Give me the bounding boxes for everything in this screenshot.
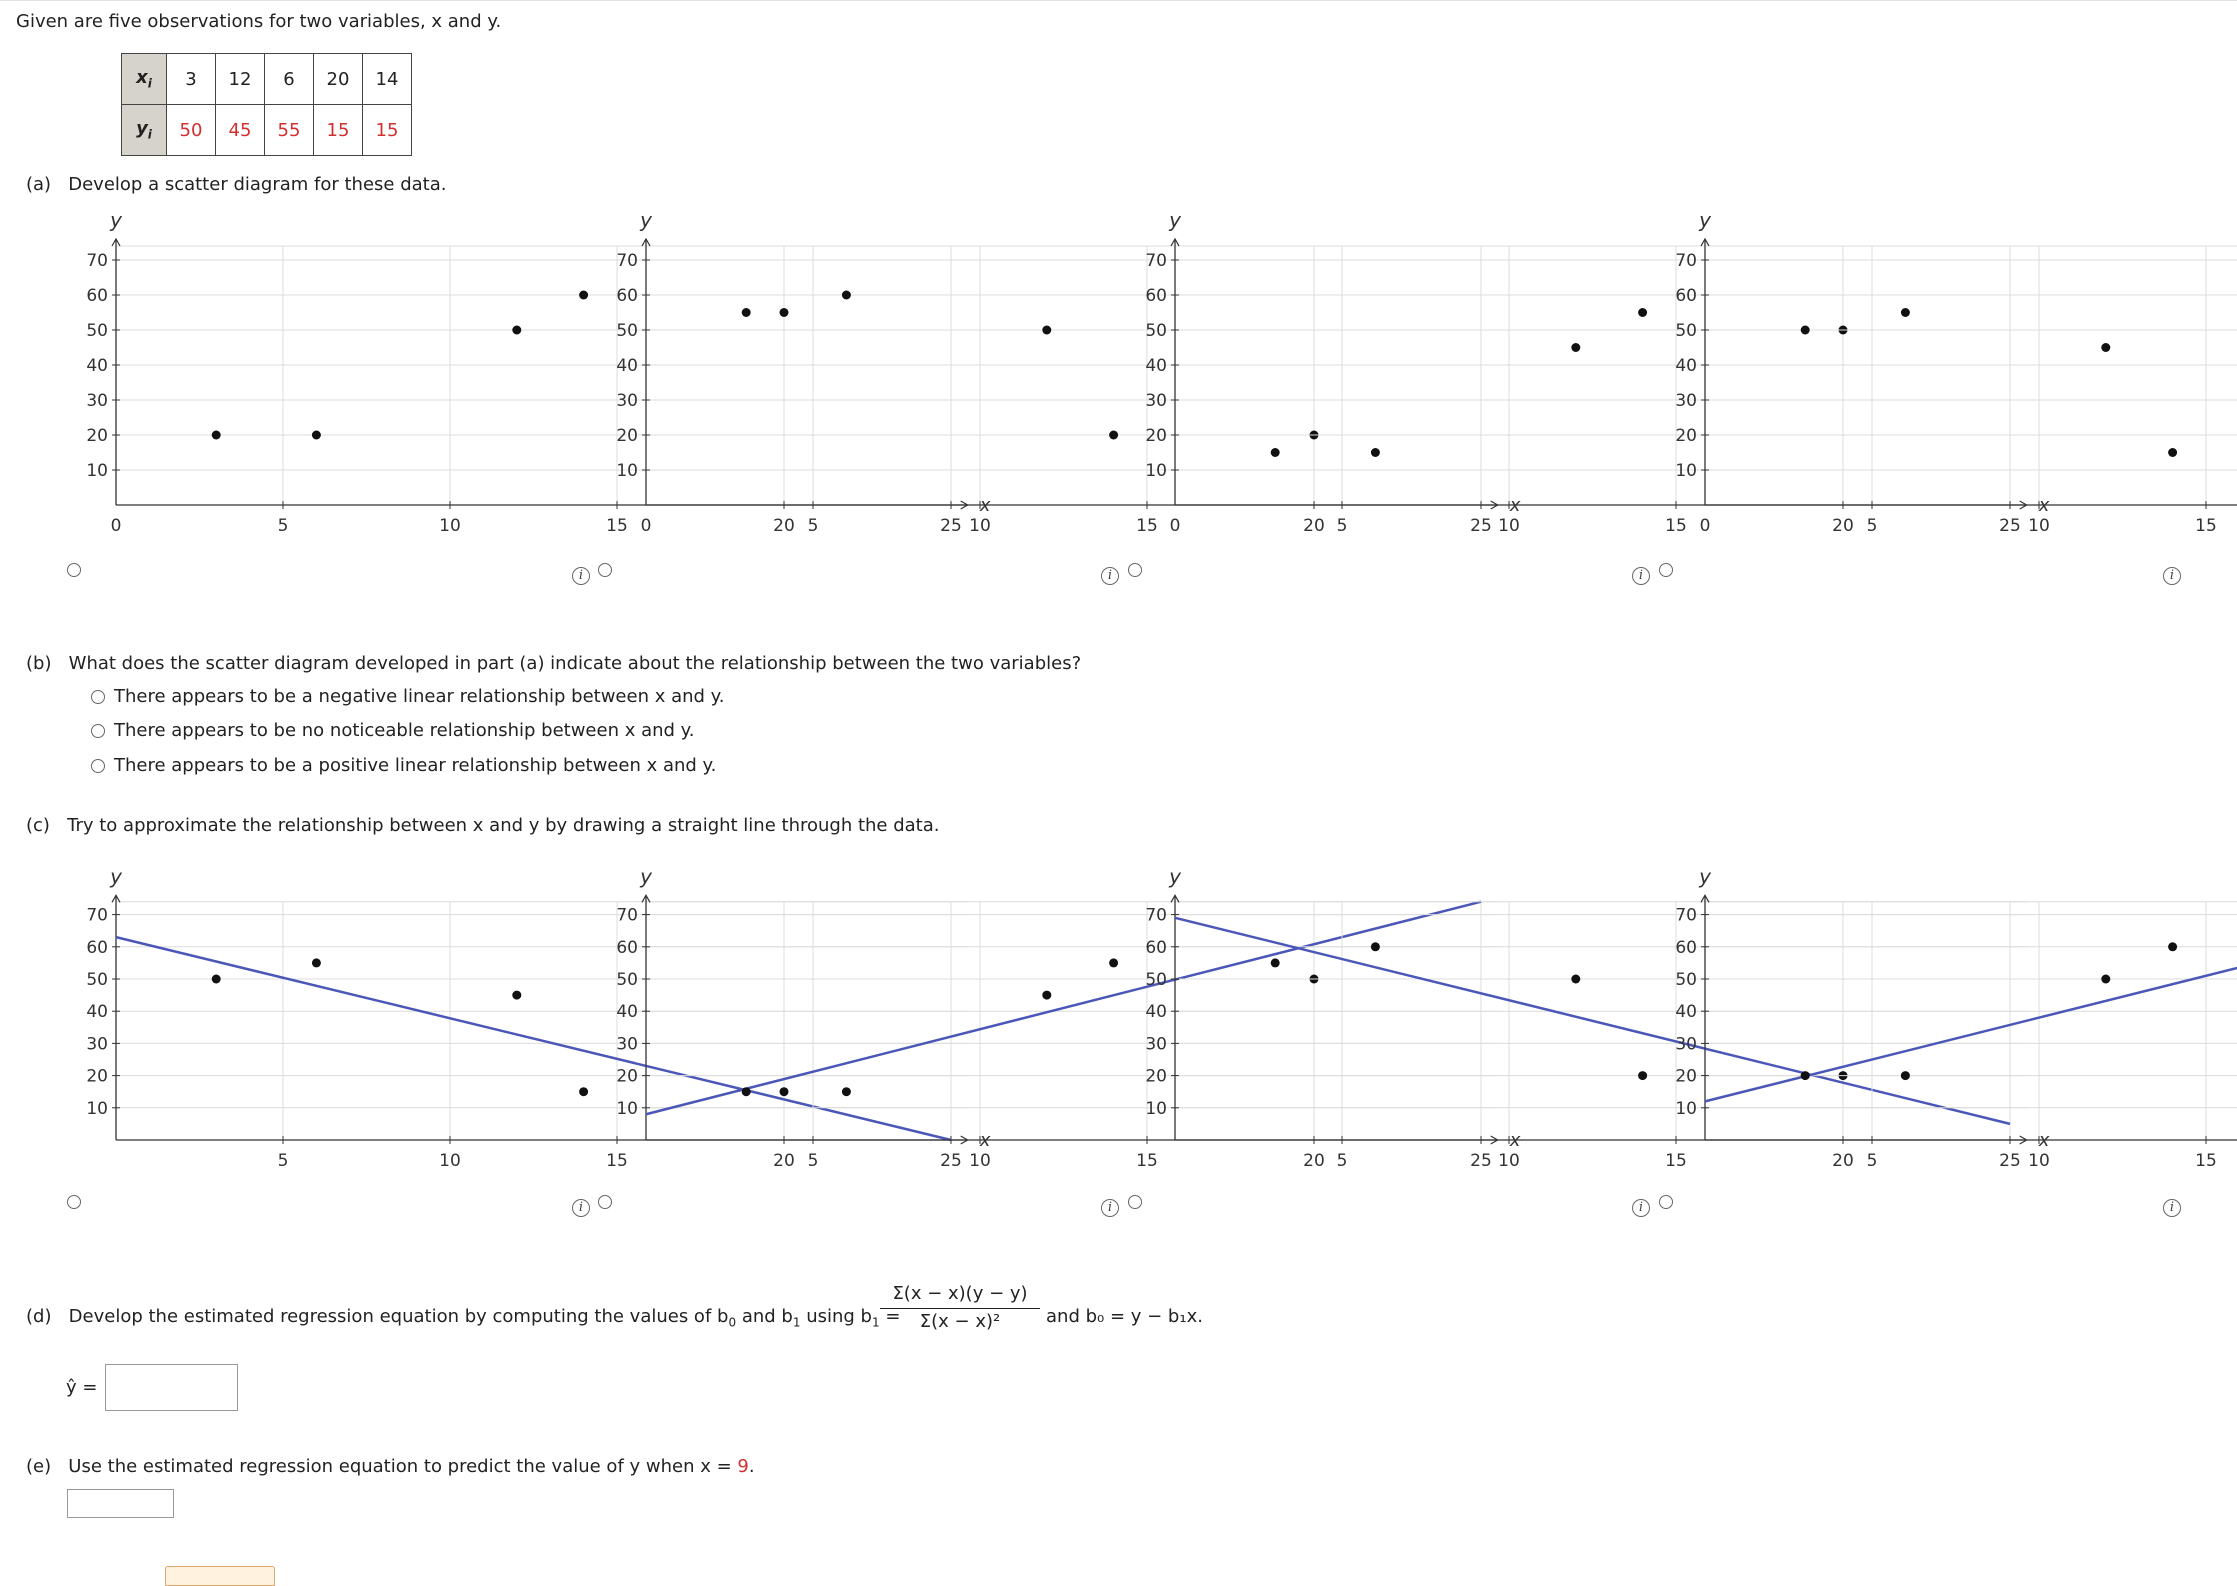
y-tick-label: 40: [1675, 356, 1697, 376]
y-tick-label: 50: [86, 321, 108, 341]
y-tick-label: 40: [1675, 1002, 1697, 1023]
y-tick-label: 50: [1145, 321, 1167, 341]
part-a-option-4-radio[interactable]: [1659, 563, 1673, 577]
y-tick-label: 20: [616, 1066, 638, 1087]
data-point: [842, 1087, 851, 1096]
y-cell: 15: [314, 105, 363, 156]
x-tick-label: 15: [606, 1151, 628, 1171]
scatter-chart: [582, 208, 1521, 545]
x-header: $x_i$: [122, 54, 167, 105]
radio-button[interactable]: [91, 690, 105, 704]
x-tick-label: 15: [2195, 1151, 2217, 1171]
data-point: [1371, 942, 1380, 951]
scatter-chart: [1641, 208, 2217, 545]
y-tick-label: 20: [1675, 1066, 1697, 1087]
y-tick-label: 70: [1145, 251, 1167, 271]
x-tick-label: 20: [1303, 1151, 1325, 1171]
scatter-chart: [52, 850, 991, 1180]
x-tick-label: 0: [1699, 516, 1711, 536]
data-point: [1571, 975, 1580, 984]
part-d-question: (d) Develop the estimated regression equation by computing the values of $b_0$ and $b_1$ using $b_1$ =: [26, 1306, 901, 1330]
y-axis-label: y: [640, 208, 652, 232]
data-point: [212, 975, 221, 984]
y-tick-label: 10: [86, 1098, 108, 1119]
y-tick-label: 60: [616, 286, 638, 306]
data-point: [842, 291, 851, 300]
b0-formula: and b₀ = y − b₁x.: [1046, 1306, 1203, 1327]
radio-button[interactable]: [91, 724, 105, 738]
fitted-line: [1705, 892, 2237, 1101]
x-tick-label: 5: [807, 1151, 819, 1171]
data-point: [512, 991, 521, 1000]
observation-table: [121, 53, 412, 156]
y-tick-label: 40: [616, 1002, 638, 1023]
x-tick-label: 0: [110, 516, 122, 536]
x-tick-label: 10: [2028, 516, 2050, 536]
y-tick-label: 10: [616, 461, 638, 481]
y-tick-label: 70: [86, 905, 108, 926]
y-tick-label: 40: [1145, 356, 1167, 376]
y-axis-label: y: [1169, 208, 1181, 232]
x-cell: 20: [314, 54, 363, 105]
data-point: [212, 431, 221, 440]
data-point: [312, 958, 321, 967]
y-tick-label: 60: [1675, 937, 1697, 958]
y-tick-label: 30: [1145, 391, 1167, 411]
y-tick-label: 20: [616, 426, 638, 446]
x-tick-label: 10: [1498, 1151, 1520, 1171]
part-b-option-3[interactable]: [91, 755, 716, 777]
data-point: [1371, 448, 1380, 457]
y-tick-label: 70: [616, 251, 638, 271]
data-point: [1271, 448, 1280, 457]
data-point: [512, 326, 521, 335]
x-tick-label: 20: [773, 1151, 795, 1171]
y-axis-label: y: [1699, 208, 1711, 232]
x-tick-label: 5: [277, 516, 289, 536]
part-e-question: (e) Use the estimated regression equation to predict the value of y when x = 9.: [26, 1456, 755, 1477]
part-a-option-3-radio[interactable]: [1128, 563, 1142, 577]
y-tick-label: 30: [1145, 1034, 1167, 1055]
formula-denominator: Σ(x − x)²: [919, 1311, 1001, 1332]
data-point: [1042, 991, 1051, 1000]
info-icon[interactable]: i: [2163, 567, 2181, 585]
submit-button[interactable]: [165, 1566, 275, 1586]
regression-equation-input[interactable]: [105, 1364, 238, 1411]
part-a-question: (a) Develop a scatter diagram for these data.: [26, 174, 447, 195]
y-tick-label: 50: [86, 970, 108, 990]
x-tick-label: 15: [1665, 516, 1687, 536]
y-tick-label: 40: [86, 1002, 108, 1023]
y-tick-label: 70: [86, 251, 108, 271]
y-tick-label: 20: [86, 1066, 108, 1087]
scatter-chart: [1111, 850, 2050, 1180]
data-point: [1801, 1071, 1810, 1080]
data-point: [1801, 326, 1810, 335]
x-tick-label: 15: [606, 516, 628, 536]
x-tick-label: 5: [277, 1151, 289, 1171]
y-axis-label: y: [1699, 864, 1711, 889]
y-tick-label: 10: [616, 1098, 638, 1119]
x-cell: 12: [216, 54, 265, 105]
x-tick-label: 25: [940, 516, 962, 536]
x-cell: 6: [265, 54, 314, 105]
part-a-option-1-radio[interactable]: [67, 563, 81, 577]
part-b-option-2[interactable]: [91, 720, 694, 742]
y-tick-label: 20: [1145, 426, 1167, 446]
y-tick-label: 20: [1675, 426, 1697, 446]
x-tick-label: 0: [1169, 516, 1181, 536]
x-tick-label: 25: [1999, 1151, 2021, 1171]
x-cell: 3: [167, 54, 216, 105]
x-tick-label: 20: [1303, 516, 1325, 536]
y-tick-label: 60: [616, 937, 638, 958]
x-tick-label: 20: [1832, 516, 1854, 536]
x-tick-label: 15: [1665, 1151, 1687, 1171]
info-icon[interactable]: i: [2163, 1199, 2181, 1217]
part-a-option-2-radio[interactable]: [598, 563, 612, 577]
data-point: [2168, 942, 2177, 951]
y-axis-label: y: [110, 864, 122, 889]
b1-formula: [880, 1283, 1040, 1332]
x-tick-label: 10: [969, 516, 991, 536]
info-icon[interactable]: i: [572, 1199, 590, 1217]
y-tick-label: 60: [86, 937, 108, 958]
y-tick-label: 60: [1145, 937, 1167, 958]
option-label: There appears to be a negative linear relationship between x and y.: [114, 686, 725, 707]
y-axis-label: y: [1169, 864, 1181, 889]
top-divider: [0, 0, 2237, 1]
part-c-option-4-radio[interactable]: [1659, 1195, 1673, 1209]
y-tick-label: 60: [86, 286, 108, 306]
data-point: [2101, 975, 2110, 984]
data-point: [2168, 448, 2177, 457]
info-icon[interactable]: i: [1632, 567, 1650, 585]
scatter-chart: [1641, 850, 2217, 1180]
y-cell: 45: [216, 105, 265, 156]
x-cell: 14: [363, 54, 412, 105]
y-tick-label: 70: [1675, 251, 1697, 271]
y-cell: 55: [265, 105, 314, 156]
x-tick-label: 10: [2028, 1151, 2050, 1171]
info-icon[interactable]: i: [572, 567, 590, 585]
radio-button[interactable]: [91, 759, 105, 773]
data-point: [1901, 308, 1910, 317]
y-tick-label: 50: [616, 321, 638, 341]
x-tick-label: 25: [1470, 516, 1492, 536]
option-label: There appears to be a positive linear relationship between x and y.: [114, 755, 717, 776]
data-point: [742, 1087, 751, 1096]
x-tick-label: 5: [1336, 516, 1348, 536]
option-label: There appears to be no noticeable relationship between x and y.: [114, 720, 695, 741]
y-tick-label: 10: [1675, 461, 1697, 481]
y-tick-label: 50: [1675, 321, 1697, 341]
y-tick-label: 30: [86, 1034, 108, 1055]
y-tick-label: 20: [86, 426, 108, 446]
data-point: [312, 431, 321, 440]
x-tick-label: 25: [1470, 1151, 1492, 1171]
part-c-option-1-radio[interactable]: [67, 1195, 81, 1209]
y-cell: 15: [363, 105, 412, 156]
x-tick-label: 10: [439, 1151, 461, 1171]
scatter-chart: [1111, 208, 2050, 545]
y-tick-label: 40: [1145, 1002, 1167, 1023]
x-axis-label: x: [2038, 1130, 2050, 1151]
x-axis-label: x: [979, 495, 991, 516]
data-point: [1042, 326, 1051, 335]
x-axis-label: x: [979, 1130, 991, 1151]
y-tick-label: 70: [1145, 905, 1167, 926]
x-tick-label: 25: [1999, 516, 2021, 536]
x-tick-label: 5: [1866, 1151, 1878, 1171]
scatter-chart: [52, 208, 991, 545]
y-tick-label: 50: [1675, 970, 1697, 990]
y-tick-label: 40: [616, 356, 638, 376]
y-tick-label: 20: [1145, 1066, 1167, 1087]
scatter-chart: [582, 850, 1521, 1180]
yhat-label: ŷ =: [66, 1377, 98, 1398]
y-tick-label: 10: [86, 461, 108, 481]
y-tick-label: 50: [616, 970, 638, 990]
x-tick-label: 15: [1136, 516, 1158, 536]
y-tick-label: 30: [1675, 1034, 1697, 1055]
y-tick-label: 10: [1145, 461, 1167, 481]
part-c-question: (c) Try to approximate the relationship between x and y by drawing a straight line through the data.: [26, 815, 940, 836]
y-tick-label: 30: [86, 391, 108, 411]
y-axis-label: y: [640, 864, 652, 889]
info-icon[interactable]: i: [1101, 1199, 1119, 1217]
info-icon[interactable]: i: [1632, 1199, 1650, 1217]
data-point: [1571, 343, 1580, 352]
part-c-option-2-radio[interactable]: [598, 1195, 612, 1209]
y-tick-label: 10: [1675, 1098, 1697, 1119]
data-point: [2101, 343, 2110, 352]
x-tick-label: 10: [1498, 516, 1520, 536]
y-axis-label: y: [110, 208, 122, 232]
x-tick-label: 5: [1866, 516, 1878, 536]
x-tick-label: 10: [969, 1151, 991, 1171]
x-tick-label: 20: [773, 516, 795, 536]
x-axis-label: x: [1509, 495, 1521, 516]
x-tick-label: 0: [640, 516, 652, 536]
x-tick-label: 20: [1832, 1151, 1854, 1171]
y-tick-label: 50: [1145, 970, 1167, 990]
y-header: $y_i$: [122, 105, 167, 156]
intro-text: Given are five observations for two variables, x and y.: [16, 11, 502, 32]
info-icon[interactable]: i: [1101, 567, 1119, 585]
x-tick-label: 5: [807, 516, 819, 536]
part-b-question: (b) What does the scatter diagram developed in part (a) indicate about the relationship between the two variables?: [26, 653, 1082, 674]
data-point: [1271, 958, 1280, 967]
data-point: [1901, 1071, 1910, 1080]
data-point: [742, 308, 751, 317]
y-tick-label: 10: [1145, 1098, 1167, 1119]
y-tick-label: 60: [1675, 286, 1697, 306]
x-tick-label: 25: [940, 1151, 962, 1171]
y-tick-label: 70: [616, 905, 638, 926]
part-b-option-1[interactable]: [91, 686, 724, 708]
y-tick-label: 60: [1145, 286, 1167, 306]
y-tick-label: 30: [616, 391, 638, 411]
x-tick-label: 10: [439, 516, 461, 536]
y-tick-label: 70: [1675, 905, 1697, 926]
part-c-option-3-radio[interactable]: [1128, 1195, 1142, 1209]
formula-numerator: Σ(x − x)(y − y): [880, 1283, 1040, 1309]
y-tick-label: 40: [86, 356, 108, 376]
x-axis-label: x: [1509, 1130, 1521, 1151]
x-tick-label: 15: [1136, 1151, 1158, 1171]
prediction-input[interactable]: [67, 1489, 174, 1518]
x-axis-label: x: [2038, 495, 2050, 516]
y-cell: 50: [167, 105, 216, 156]
y-tick-label: 30: [616, 1034, 638, 1055]
x-tick-label: 15: [2195, 516, 2217, 536]
y-tick-label: 30: [1675, 391, 1697, 411]
x-tick-label: 5: [1336, 1151, 1348, 1171]
